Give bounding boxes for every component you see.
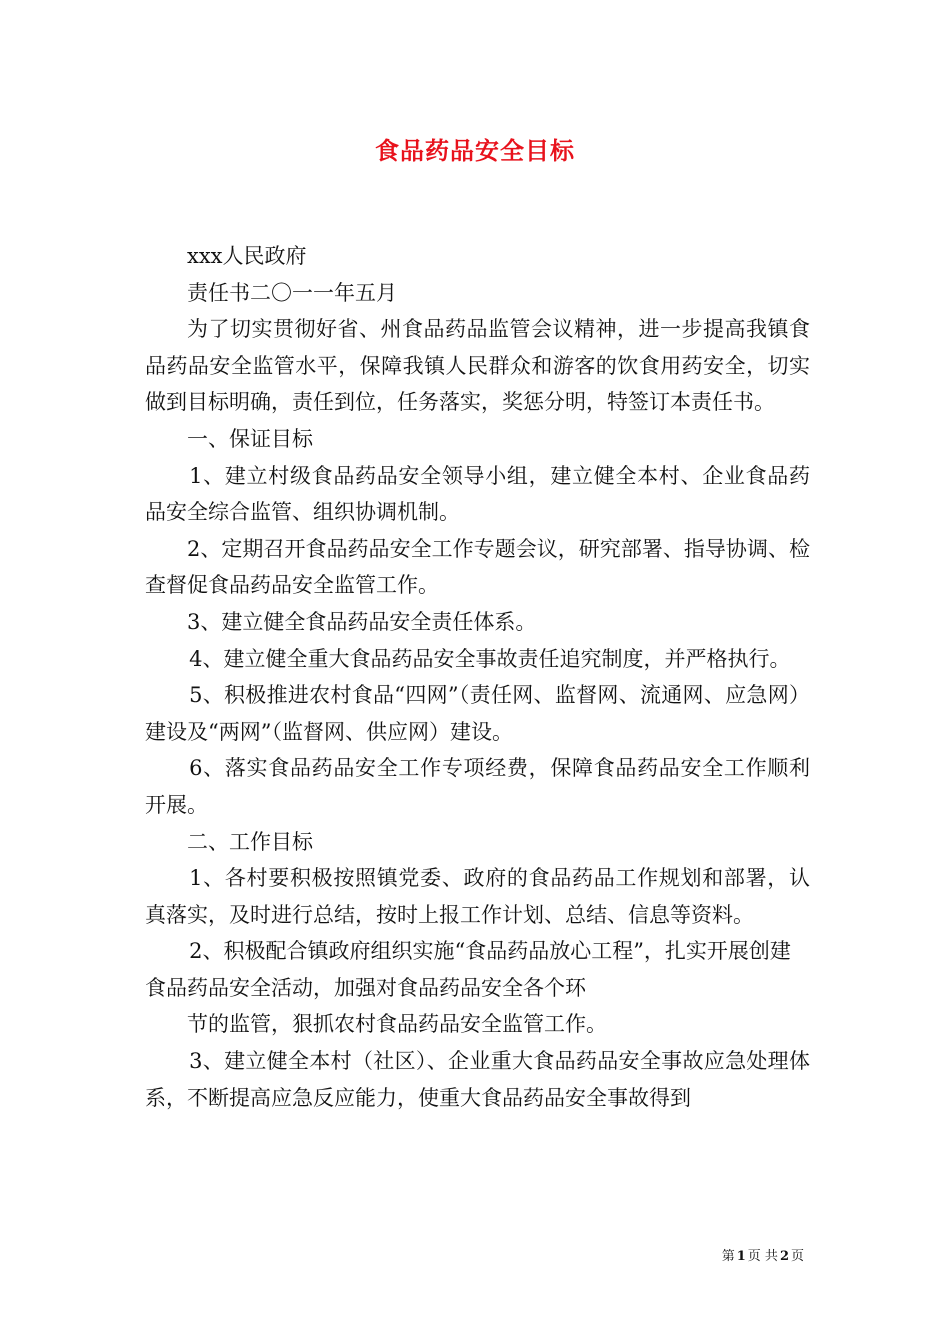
- list-item: 2、积极配合镇政府组织实施“食品药品放心工程”，扎实开展创建食品药品安全活动，加强对食品药品安全各个环: [145, 939, 791, 1000]
- issuer-line: xxx人民政府: [187, 244, 307, 268]
- page-total: 2: [779, 1249, 789, 1264]
- page-prefix: 第: [721, 1249, 735, 1264]
- document-title: 食品药品安全目标: [375, 137, 575, 165]
- list-item: 1、建立村级食品药品安全领导小组，建立健全本村、企业食品药品安全综合监管、组织协调机制。: [145, 463, 810, 525]
- date-line: 责任书二〇一一年五月: [187, 280, 397, 305]
- list-item: 6、落实食品药品安全工作专项经费，保障食品药品安全工作顺利开展。: [145, 756, 810, 817]
- intro-paragraph: 为了切实贯彻好省、州食品药品监管会议精神，进一步提高我镇食品药品安全监管水平，保障我镇人民群众和游客的饮食用药安全，切实做到目标明确，责任到位，任务落实，奖惩分明，特签订本责任书。: [145, 317, 810, 415]
- list-item: 3、建立健全食品药品安全责任体系。: [187, 609, 537, 634]
- list-item: 4、建立健全重大食品药品安全事故责任追究制度，并严格执行。: [189, 646, 791, 671]
- list-item-continuation: 节的监管，狠抓农村食品药品安全监管工作。: [187, 1012, 607, 1037]
- section-heading-work-goals: 二、工作目标: [187, 829, 313, 854]
- list-item: 2、定期召开食品药品安全工作专题会议，研究部署、指导协调、检查督促食品药品安全监管工作。: [145, 536, 810, 598]
- list-item: 3、建立健全本村（社区）、企业重大食品药品安全事故应急处理体系，不断提高应急反应能力，使重大食品药品安全事故得到: [145, 1049, 810, 1110]
- document-body: [145, 238, 810, 1116]
- page-number: [722, 1245, 804, 1264]
- list-item: 5、积极推进农村食品“四网”（责任网、监督网、流通网、应急网）建设及“两网”（监督网、供应网）建设。: [145, 683, 810, 744]
- page-middle: 页 共: [747, 1249, 778, 1264]
- page-suffix: 页: [790, 1249, 804, 1264]
- list-item: 1、各村要积极按照镇党委、政府的食品药品工作规划和部署，认真落实，及时进行总结，按时上报工作计划、总结、信息等资料。: [145, 866, 810, 927]
- page-current: 1: [736, 1249, 746, 1264]
- section-heading-guarantee-goals: 一、保证目标: [187, 426, 313, 451]
